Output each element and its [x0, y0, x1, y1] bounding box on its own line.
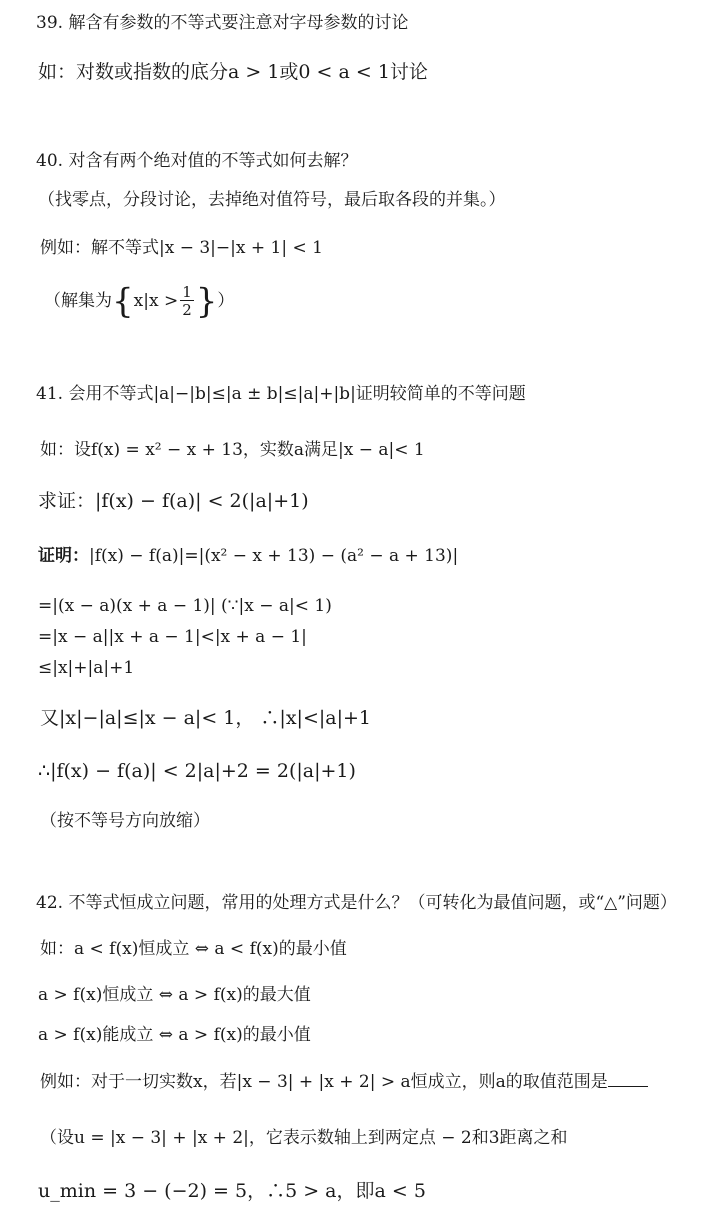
item-41-proof-line-6: ∴|f(x) − f(a)| < 2|a|+2 = 2(|a|+1) — [38, 760, 356, 782]
item-40-hint: （找零点，分段讨论，去掉绝对值符号，最后取各段的并集。） — [38, 190, 506, 210]
item-41-note: （按不等号方向放缩） — [40, 811, 210, 831]
item-39-example: 如：对数或指数的底分a > 1或0 < a < 1讨论 — [38, 61, 428, 83]
item-40-example: 例如：解不等式|x − 3|−|x + 1| < 1 — [40, 238, 323, 258]
item-40-title: 40. 对含有两个绝对值的不等式如何去解？ — [36, 151, 358, 171]
item-41-example: 如：设f(x) = x² − x + 13，实数a满足|x − a|< 1 — [40, 440, 425, 460]
fraction-one-half — [180, 285, 194, 318]
item-40-solution-prefix: （解集为 — [44, 291, 112, 311]
right-brace-symbol: } — [195, 281, 218, 322]
item-42-solution-2: u_min = 3 − (−2) = 5，∴5 > a，即a < 5 — [38, 1180, 426, 1202]
item-41-title: 41. 会用不等式|a|−|b|≤|a ± b|≤|a|+|b|证明较简单的不等问题 — [36, 384, 526, 404]
proof-label: 证明： — [38, 546, 89, 566]
item-40-solution — [44, 276, 234, 327]
proof-line-1-text: |f(x) − f(a)|=|(x² − x + 13) − (a² − a + 13)| — [89, 546, 459, 566]
item-42-line-3: a > f(x)能成立 ⇔ a > f(x)的最小值 — [38, 1025, 311, 1045]
item-42-solution-1: （设u = |x − 3| + |x + 2|，它表示数轴上到两定点 − 2和3距离之和 — [40, 1128, 568, 1148]
answer-blank — [608, 1072, 648, 1087]
left-brace-symbol: { — [112, 281, 134, 322]
item-42-example — [40, 1071, 648, 1093]
fraction-numerator: 1 — [182, 283, 192, 301]
item-41-proof-line-2: =|(x − a)(x + a − 1)| (∵|x − a|< 1) — [38, 596, 332, 616]
item-39-title: 39. 解含有参数的不等式要注意对字母参数的讨论 — [36, 13, 409, 33]
item-42-line-1: 如：a < f(x)恒成立 ⇔ a < f(x)的最小值 — [40, 939, 347, 959]
item-42-example-text: 例如：对于一切实数x，若|x − 3| + |x + 2| > a恒成立，则a的取值范围是 — [40, 1072, 608, 1092]
item-40-solution-suffix: ） — [217, 291, 235, 311]
item-41-proof-line-1 — [38, 545, 458, 567]
item-41-proof-line-3: =|x − a||x + a − 1|<|x + a − 1| — [38, 627, 307, 647]
item-40-solution-set: x|x > — [133, 291, 179, 311]
item-41-proof-line-5: 又|x|−|a|≤|x − a|< 1， ∴|x|<|a|+1 — [40, 707, 371, 729]
item-42-title: 42. 不等式恒成立问题，常用的处理方式是什么？（可转化为最值问题，或“△”问题） — [36, 893, 677, 913]
fraction-denominator: 2 — [182, 301, 192, 319]
item-41-prove: 求证：|f(x) − f(a)| < 2(|a|+1) — [38, 490, 309, 512]
item-41-proof-line-4: ≤|x|+|a|+1 — [38, 658, 135, 678]
item-42-line-2: a > f(x)恒成立 ⇔ a > f(x)的最大值 — [38, 985, 311, 1005]
